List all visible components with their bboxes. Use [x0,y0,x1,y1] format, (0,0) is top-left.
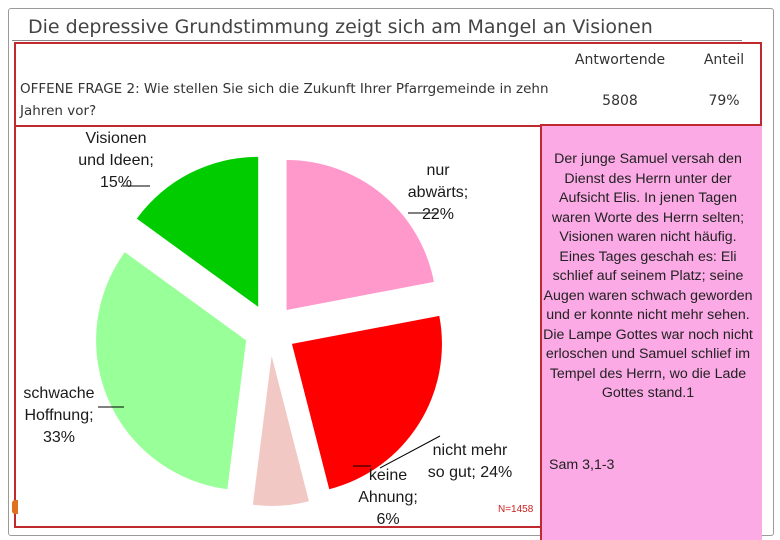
slide-title: Die depressive Grundstimmung zeigt sich am Mangel an Visionen [28,16,653,38]
corner-decoration [12,500,18,514]
header-anteil: Anteil [703,52,745,68]
bible-quote: Der junge Samuel versah den Dienst des Herrn unter der Aufsicht Elis. In jenen Tagen waren Worte des Herrn selten; Visionen waren nicht häufig. Eines Tages geschah es: Eli schlief auf seinem Platz; seine Augen waren schwach geworden und er konnte nicht mehr sehen. Die Lampe Gottes war noch nicht erloschen und Samuel schlief im Tempel des Herrn, wo die Lade Gottes stand.1 [543,151,753,401]
pie-slice-keine-ahnung [253,356,309,506]
pie-slice-nur-abwaerts [287,160,434,310]
bible-reference: Sam 3,1-3 [549,457,615,473]
slice-label-visionen-und-ideen: Visionen und Ideen; 15% [78,130,154,191]
header-antwortende: Antwortende [574,52,666,68]
value-anteil: 79% [708,93,740,109]
slice-label-nur-abwaerts: nur abwärts; 22% [407,162,469,223]
sample-size: N=1458 [498,504,534,515]
slice-label-nicht-mehr-so-gut: nicht mehr so gut; 24% [427,442,513,481]
pie-slice-nicht-mehr-so-gut [292,316,442,489]
slice-label-schwache-hoffnung: schwache Hoffnung; 33% [23,385,95,446]
question-text: OFFENE FRAGE 2: Wie stellen Sie sich die Zukunft Ihrer Pfarrgemeinde in zehn Jahren vor? [20,81,549,119]
pie-slice-schwache-hoffnung [96,252,246,489]
slice-label-keine-ahnung: keine Ahnung; 6% [358,467,418,528]
value-antwortende: 5808 [602,93,638,109]
